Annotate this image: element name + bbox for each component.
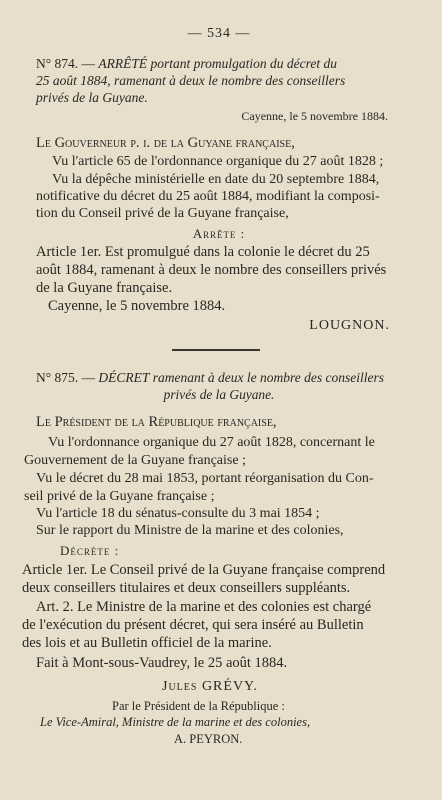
doc875-par-le-president: Par le Président de la République :	[112, 699, 285, 713]
doc874-title-line1	[36, 56, 337, 72]
doc874-article1-line1: Article 1er. Est promulgué dans la colonie le décret du 25	[36, 244, 370, 260]
doc875-article1-line1: Article 1er. Le Conseil privé de la Guyane française comprend	[22, 562, 386, 578]
doc875-vu2-line1: Vu le décret du 28 mai 1853, portant réorganisation du Con-	[36, 471, 374, 486]
doc875-preamble: Le Président de la République française,	[36, 414, 277, 430]
doc874-dash: —	[81, 56, 96, 71]
doc874-place-date: Cayenne, le 5 novembre 1884.	[241, 109, 388, 123]
doc874-article1-line3: de la Guyane française.	[36, 280, 173, 296]
doc874-title-line2: 25 août 1884, ramenant à deux le nombre des conseillers	[36, 73, 346, 88]
doc875-article1-line2: deux conseillers titulaires et deux conseillers suppléants.	[22, 580, 351, 596]
doc874-sign-date: Cayenne, le 5 novembre 1884.	[48, 298, 226, 314]
doc875-title-rest: ramenant à deux le nombre des conseillers	[152, 370, 384, 385]
doc875-title-line2: privés de la Guyane.	[163, 387, 275, 402]
doc874-vu-depeche-line1: Vu la dépêche ministérielle en date du 20 septembre 1884,	[52, 172, 380, 187]
doc874-title-word: ARRÊTÉ	[98, 56, 148, 71]
doc875-minister-signature: A. PEYRON.	[174, 732, 243, 746]
doc875-decrete-heading: Décrète :	[60, 543, 120, 558]
doc874-title-line3: privés de la Guyane.	[36, 90, 148, 105]
doc874-vu-depeche-line3: tion du Conseil privé de la Guyane française,	[36, 206, 289, 221]
doc874-arrete-heading: Arrête :	[192, 226, 246, 241]
doc875-title-line1	[36, 370, 384, 386]
doc874-title-rest: portant promulgation du décret du	[150, 56, 338, 71]
doc874-article1-line2: août 1884, ramenant à deux le nombre des conseillers privés	[36, 262, 387, 278]
doc875-vu3: Vu l'article 18 du sénatus-consulte du 3 mai 1854 ;	[36, 506, 320, 521]
doc874-vu-depeche-line2: notificative du décret du 25 août 1884, modifiant la composi-	[36, 189, 380, 204]
doc875-title-word: DÉCRET	[98, 370, 150, 385]
doc874-preamble: Le Gouverneur p. i. de la Guyane française,	[36, 135, 295, 151]
doc875-vu1-line2: Gouvernement de la Guyane française ;	[24, 453, 246, 468]
section-divider	[172, 349, 260, 351]
doc875-vu1-line1: Vu l'ordonnance organique du 27 août 1828, concernant le	[48, 435, 375, 450]
page-number: — 534 —	[187, 26, 251, 41]
doc875-fait: Fait à Mont-sous-Vaudrey, le 25 août 1884.	[36, 655, 288, 671]
doc875-article2-line3: des lois et au Bulletin officiel de la marine.	[22, 635, 272, 651]
doc875-rapport: Sur le rapport du Ministre de la marine et des colonies,	[36, 523, 344, 538]
doc874-number: N° 874.	[36, 56, 79, 71]
doc875-dash: —	[81, 370, 96, 385]
doc875-signer: Jules GRÉVY.	[162, 679, 258, 694]
doc875-minister-title: Le Vice-Amiral, Ministre de la marine et des colonies,	[40, 715, 311, 729]
doc875-article2-line2: de l'exécution du présent décret, qui sera inséré au Bulletin	[22, 617, 364, 633]
doc874-vu-ordonnance: Vu l'article 65 de l'ordonnance organique du 27 août 1828 ;	[52, 154, 384, 169]
doc875-number: N° 875.	[36, 370, 79, 385]
doc874-signature: LOUGNON.	[309, 318, 390, 333]
doc875-vu2-line2: seil privé de la Guyane française ;	[24, 489, 215, 504]
doc875-article2-line1: Art. 2. Le Ministre de la marine et des colonies est chargé	[36, 599, 372, 615]
